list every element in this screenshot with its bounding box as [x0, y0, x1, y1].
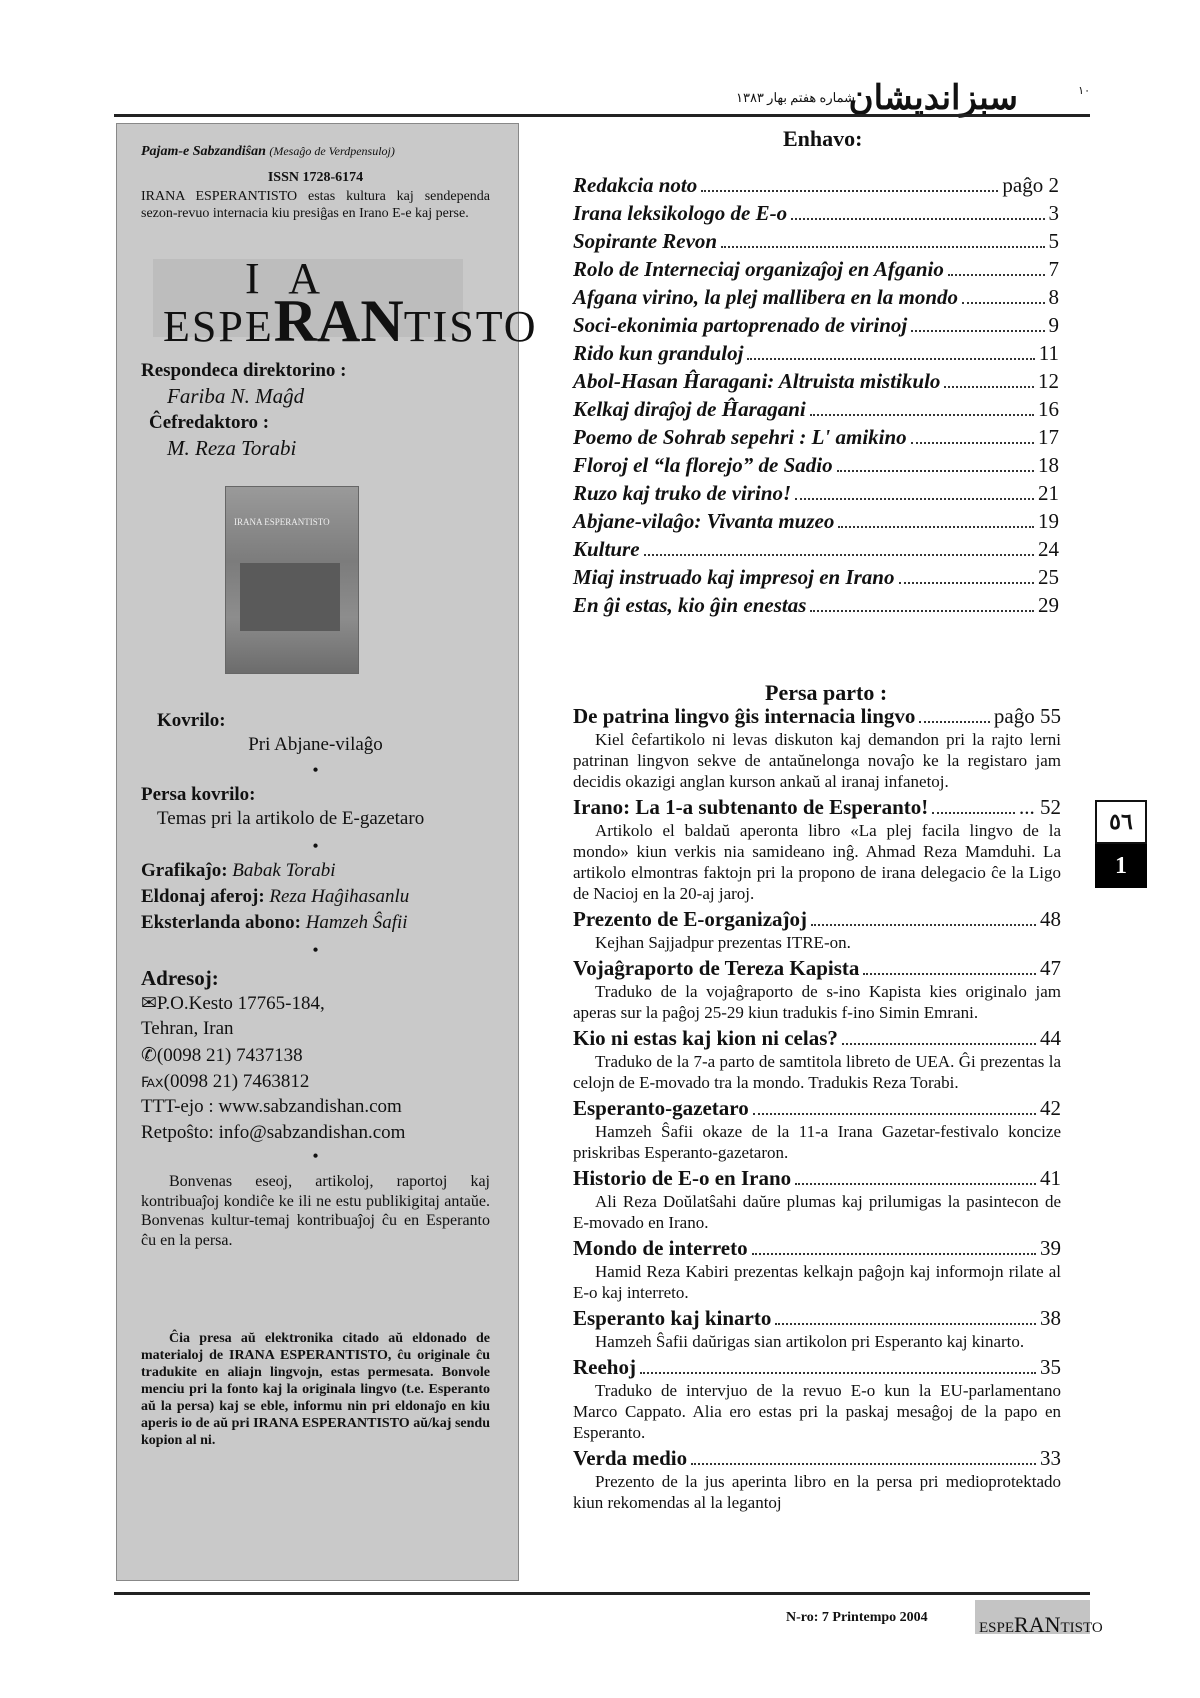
logo-esp: ESPE [163, 302, 274, 351]
persa-item [573, 703, 1061, 792]
welcome-text: Bonvenas eseoj, artikoloj, raportoj kaj kontribuaĵoj kondiĉe ke ili ne estu publikigitaj antaŭe. Bonvenas kultur-temaj kontribuaĵoj ĉu en Esperanto ĉu en la persa. [141, 1173, 490, 1249]
persa-section-title: Persa parto : [765, 680, 888, 705]
persa-item [573, 1354, 1061, 1443]
persa-item-description: Kejhan Sajjadpur prezentas ITRE-on. [595, 933, 851, 952]
toc-item[interactable] [573, 226, 1059, 254]
header-page-number: ۱۰ [1078, 85, 1090, 97]
persa-item-leader [691, 1463, 1036, 1465]
persa-item-title: Historio de E-o en Irano [573, 1166, 792, 1190]
logo-main [163, 287, 538, 356]
persa-item [573, 1165, 1061, 1233]
website-link[interactable]: TTT-ejo : www.sabzandishan.com [141, 1096, 402, 1117]
toc-item-page: 9 [1048, 313, 1059, 337]
toc-item-page: 11 [1038, 341, 1059, 365]
persa-item [573, 1445, 1061, 1513]
toc-item-leader [944, 386, 1034, 388]
persa-contents [573, 703, 1061, 1515]
toc-item-page: 12 [1038, 369, 1059, 393]
persa-item-title: Kio ni estas kaj kion ni celas? [573, 1026, 838, 1050]
persa-item-description: Hamzeh Ŝafii daŭrigas sian artikolon pri Esperanto kaj kinarto. [595, 1332, 1025, 1351]
logo-top-letters: I A [245, 254, 330, 303]
table-of-contents [573, 170, 1059, 618]
persa-item-title: Vojaĝraporto de Tereza Kapista [573, 956, 860, 980]
toc-item-title: Afgana virino, la plej mallibera en la mondo [573, 285, 959, 309]
toc-item[interactable] [573, 506, 1059, 534]
persa-item-description: Traduko de la 7-a parto de samtitola libreto de UEA. Ĝi prezentas la celojn de E-movado tra la mondo. Tradukis Reza Torabi. [573, 1052, 1061, 1092]
persa-item-heading[interactable] [573, 1165, 1061, 1191]
footer-logo-ran: RAN [1014, 1612, 1061, 1637]
toc-item[interactable] [573, 422, 1059, 450]
logo-tisto: TISTO [403, 302, 538, 351]
persa-item [573, 1095, 1061, 1163]
toc-item-leader [948, 274, 1045, 276]
toc-item-leader [911, 330, 1044, 332]
director-name: Fariba N. Maĝd [167, 384, 305, 408]
toc-item-leader [837, 470, 1034, 472]
persa-item [573, 794, 1061, 904]
toc-item-title: Ruzo kaj truko de virino! [573, 481, 792, 505]
toc-item-leader [899, 582, 1035, 584]
editor-name: M. Reza Torabi [167, 436, 297, 460]
toc-item-title: Sopirante Revon [573, 229, 718, 253]
persa-item-page: 33 [1040, 1446, 1061, 1470]
persa-item-description: Kiel ĉefartikolo ni levas diskuton kaj demandon pri la rajto lerni patrinan lingvon sekve de antaŭnelonga novaĵo ke la registaro jam decidis okazigi anglan kurson ankaŭ al iranaj infanetoj. [573, 730, 1061, 791]
toc-item-title: Kulture [573, 537, 640, 561]
persa-item-leader [811, 924, 1036, 926]
persa-kovrilo-text: Temas pri la artikolo de E-gazetaro [157, 808, 425, 829]
persa-item-leader [842, 1043, 1036, 1045]
persa-item-page: 42 [1040, 1096, 1061, 1120]
persa-item-page: 48 [1040, 907, 1061, 931]
persa-item-page: 35 [1040, 1355, 1061, 1379]
toc-item-title: Redakcia noto [573, 173, 698, 197]
persa-item-title: Esperanto-gazetaro [573, 1096, 749, 1120]
persa-item-leader [753, 1113, 1036, 1115]
ekster-line [141, 912, 490, 934]
grafikajo-line [141, 860, 490, 882]
cover-photo [240, 563, 340, 631]
toc-item-title: Abjane-vilaĝo: Vivanta muzeo [573, 509, 835, 533]
persa-item-page: 38 [1040, 1306, 1061, 1330]
persa-item-title: Irano: La 1-a subtenanto de Esperanto! [573, 795, 929, 819]
toc-item-title: Kelkaj diraĵoj de Ĥaragani [573, 397, 806, 421]
toc-item[interactable] [573, 170, 1059, 198]
toc-item-leader [838, 526, 1034, 528]
persa-item-page: 47 [1040, 956, 1061, 980]
toc-item[interactable] [573, 478, 1059, 506]
toc-item[interactable] [573, 394, 1059, 422]
irana-esperantisto-logo [153, 254, 538, 354]
persa-item-heading[interactable] [573, 1354, 1061, 1380]
persa-item-description: Ali Reza Doŭlatŝahi daŭre plumas kaj prilumigas la pasintecon de E-movado en Irano. [573, 1192, 1061, 1232]
persa-item-page: ... 52 [1019, 795, 1061, 819]
logo-ran: RAN [273, 288, 404, 354]
toc-item[interactable] [573, 254, 1059, 282]
persa-item-description: Artikolo el baldaŭ aperonta libro «La plej facila lingvo de la mondo» kiun verkis nia samideano inĝ. Ahmad Reza Mamduhi. La artikolo elmontras faktojn pri la propono de irana delegacio ĉe la Ligo de Nacioj en la 20-aj jaroj. [573, 821, 1061, 903]
persa-item [573, 1305, 1061, 1352]
magazine-brand: سبزاندیشان [848, 78, 1018, 118]
cover-title: IRANA ESPERANTISTO [234, 517, 330, 527]
persa-item-title: Prezento de E-organizaĵoj [573, 907, 808, 931]
toc-item-leader [911, 442, 1034, 444]
title-line [141, 144, 490, 160]
grafikajo-name: Babak Torabi [232, 860, 336, 881]
toc-item-leader [644, 554, 1034, 556]
persa-item-leader [752, 1253, 1036, 1255]
issn: ISSN 1728-6174 [267, 170, 364, 185]
toc-item-page: 16 [1038, 397, 1059, 421]
toc-item-title: En ĝi estas, kio ĝin enestas [573, 593, 807, 617]
persa-item-leader [932, 812, 1015, 814]
persa-item-heading[interactable] [573, 1025, 1061, 1051]
toc-item-leader [791, 218, 1044, 220]
footer-logo [975, 1600, 1103, 1637]
persa-item-heading[interactable] [573, 1305, 1061, 1331]
bullet-separator: • [312, 836, 319, 856]
persa-item-leader [640, 1372, 1036, 1374]
persa-item-page: 41 [1040, 1166, 1061, 1190]
persa-item-leader [775, 1323, 1036, 1325]
issue-line: شماره هفتم بهار ۱۳۸۳ [735, 90, 855, 105]
address-line-2: Tehran, Iran [141, 1018, 234, 1039]
persa-item [573, 1235, 1061, 1303]
grafikajo-label: Grafikaĵo: [141, 860, 228, 881]
persa-item-leader [795, 1183, 1036, 1185]
title-line-main: Pajam-e Sabzandiŝan [141, 144, 266, 159]
toc-item-page: 21 [1038, 481, 1059, 505]
page-tab [1095, 800, 1147, 888]
ekster-name: Hamzeh Ŝafii [305, 912, 408, 933]
adresoj-label: Adresoj: [141, 966, 219, 990]
persa-kovrilo-label: Persa kovrilo: [141, 784, 256, 805]
page-tab-number: 1 [1095, 844, 1147, 888]
persa-item-title: De patrina lingvo ĝis internacia lingvo [573, 704, 916, 728]
fax-number: ℻(0098 21) 7463812 [141, 1071, 310, 1092]
persa-item-leader [863, 973, 1036, 975]
persa-item-description: Traduko de intervjuo de la revuo E-o kun la EU-parlamentano Marco Cappato. Alia ero estas pri la paskaj mesaĝoj de la papo en Esperanto. [573, 1381, 1061, 1442]
toc-item-leader [810, 610, 1034, 612]
toc-item-page: 5 [1048, 229, 1059, 253]
toc-item-title: Abol-Hasan Ĥaragani: Altruista mistikulo [573, 369, 941, 393]
director-label: Respondeca direktorino : [141, 360, 347, 381]
ekster-label: Eksterlanda abono: [141, 912, 301, 933]
toc-item-page: paĝo 2 [1002, 173, 1059, 197]
masthead-box [116, 123, 538, 1581]
persa-item-page: paĝo 55 [993, 704, 1061, 728]
magazine-cover-image [225, 486, 359, 674]
bullet-separator: • [312, 1146, 319, 1166]
toc-item-leader [701, 190, 998, 192]
toc-item[interactable] [573, 198, 1059, 226]
toc-item[interactable] [573, 282, 1059, 310]
persa-item [573, 955, 1061, 1023]
toc-item-page: 24 [1038, 537, 1059, 561]
persa-item-title: Verda medio [573, 1446, 688, 1470]
persa-item-heading[interactable] [573, 1445, 1061, 1471]
bullet-separator: • [312, 940, 319, 960]
address-line-1: ✉P.O.Kesto 17765-184, [141, 993, 325, 1014]
persa-item-description: Prezento de la jus aperinta libro en la persa pri medioprotektado kiun rekomendas al la legantoj [573, 1472, 1061, 1512]
phone-number: ✆(0098 21) 7437138 [141, 1045, 303, 1066]
eldonaj-name: Reza Haĝihasanlu [269, 886, 410, 907]
toc-item-title: Soci-ekonimia partoprenado de virinoj [573, 313, 908, 337]
kovrilo-label: Kovrilo: [157, 710, 226, 731]
persa-item-title: Mondo de interreto [573, 1236, 748, 1260]
page-header [114, 78, 1090, 118]
persa-item-description: Hamid Reza Kabiri prezentas kelkajn paĝojn kaj informojn rilate al E-o kaj interreto. [573, 1262, 1061, 1302]
toc-item-page: 19 [1038, 509, 1059, 533]
footer-logo-tisto: TISTO [1060, 1620, 1103, 1636]
footer-logo-text [979, 1612, 1103, 1638]
footer-rule [114, 1592, 1090, 1595]
toc-item[interactable] [573, 562, 1059, 590]
toc-item-page: 25 [1038, 565, 1059, 589]
toc-item[interactable] [573, 534, 1059, 562]
toc-item-page: 7 [1048, 257, 1059, 281]
page-tab-persian-number: ٥٦ [1095, 800, 1147, 844]
toc-item-title: Rolo de Interneciaj organizaĵoj en Afganio [573, 257, 944, 281]
intro-text: IRANA ESPERANTISTO estas kultura kaj sendependa sezon-revuo internacia kiu presiĝas en Irano E-e kaj perse. [141, 189, 490, 222]
toc-item-title: Miaj instruado kaj impresoj en Irano [573, 565, 895, 589]
toc-item[interactable] [573, 338, 1059, 366]
bullet-separator: • [312, 760, 319, 780]
persa-item-heading[interactable] [573, 1235, 1061, 1261]
contents-title: Enhavo: [783, 126, 863, 151]
toc-item-page: 3 [1048, 201, 1059, 225]
toc-item-leader [795, 498, 1034, 500]
kovrilo-text: Pri Abjane-vilaĝo [248, 734, 383, 755]
persa-item-heading[interactable] [573, 703, 1061, 729]
toc-item[interactable] [573, 590, 1059, 618]
header-rule [114, 114, 1090, 117]
persa-item-page: 44 [1040, 1026, 1061, 1050]
persa-item-heading[interactable] [573, 1095, 1061, 1121]
email-link[interactable]: Retpoŝto: info@sabzandishan.com [141, 1122, 406, 1143]
eldonaj-label: Eldonaj aferoj: [141, 886, 265, 907]
toc-item[interactable] [573, 366, 1059, 394]
toc-item-page: 8 [1048, 285, 1059, 309]
toc-item[interactable] [573, 450, 1059, 478]
toc-item[interactable] [573, 310, 1059, 338]
persa-item-description: Traduko de la vojaĝraporto de s-ino Kapista kies originalo jam aperas sur la paĝoj 25-29 kiun tradukis f-ino Simin Emrani. [573, 982, 1061, 1022]
toc-item-leader [747, 358, 1034, 360]
persa-item-heading[interactable] [573, 906, 1061, 932]
persa-item-heading[interactable] [573, 794, 1061, 820]
persa-item [573, 1025, 1061, 1093]
persa-item-heading[interactable] [573, 955, 1061, 981]
toc-item-title: Rido kun granduloj [573, 341, 744, 365]
persa-item-leader [919, 721, 989, 723]
footer-issue: N-ro: 7 Printempo 2004 [786, 1610, 928, 1625]
footer-logo-esp: ESPE [979, 1620, 1015, 1636]
toc-item-page: 18 [1038, 453, 1059, 477]
persa-item-title: Reehoj [573, 1355, 636, 1379]
toc-item-page: 17 [1038, 425, 1059, 449]
toc-item-title: Poemo de Sohrab sepehri : L' amikino [573, 425, 907, 449]
persa-item-page: 39 [1040, 1236, 1061, 1260]
toc-item-leader [721, 246, 1044, 248]
persa-item [573, 906, 1061, 953]
eldonaj-line [141, 886, 490, 908]
toc-item-leader [962, 302, 1044, 304]
title-line-sub: (Mesaĝo de Verdpensuloj) [269, 144, 395, 158]
toc-item-title: Floroj el “la florejo” de Sadio [573, 453, 833, 477]
persa-item-title: Esperanto kaj kinarto [573, 1306, 772, 1330]
editor-label: Ĉefredaktoro : [149, 412, 270, 433]
toc-item-page: 29 [1038, 593, 1059, 617]
toc-item-leader [810, 414, 1034, 416]
persa-item-description: Hamzeh Ŝafii okaze de la 11-a Irana Gazetar-festivalo koncize priskribas Esperanto-gazetaron. [573, 1122, 1061, 1162]
toc-item-title: Irana leksikologo de E-o [573, 201, 788, 225]
copyright-notice: Ĉia presa aŭ elektronika citado aŭ eldonado de materialoj de IRANA ESPERANTISTO, ĉu originale ĉu tradukite en aliajn lingvojn, estas permesata. Bonvole menciu pri la fonto kaj la originala lingvo (t.e. Esperanto aŭ la persa) kaj se eble, informu nin pri eldonaĵo en kiu aperis io de aŭ pri IRANA ESPERANTISTO aŭ/kaj sendu kopion al ni. [141, 1331, 490, 1449]
